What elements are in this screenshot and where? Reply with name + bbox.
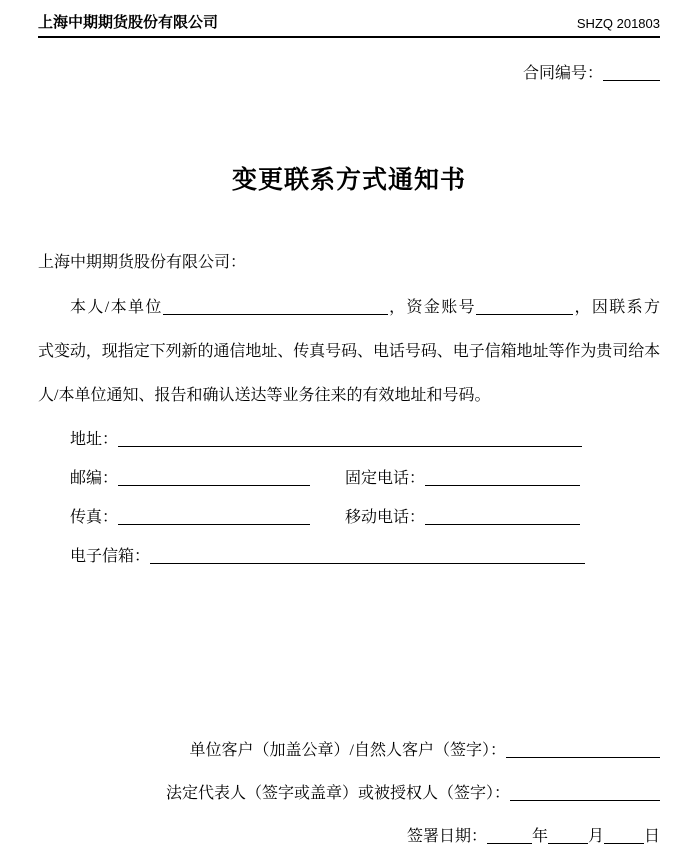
day-suffix: 日 [643,828,660,845]
body-line-3: 人/本单位通知、报告和确认送达等业务往来的有效地址和号码。 [38,387,491,404]
client-signature-row [38,739,660,763]
contact-fields [38,428,660,569]
address-blank[interactable] [118,431,582,447]
contract-number-row [38,63,660,85]
client-signature-label: 单位客户（加盖公章）/自然人客户（签字）： [189,742,506,759]
address-label: 地址： [70,431,119,448]
fax-label: 传真： [70,509,119,526]
representative-signature-row [38,782,660,806]
postal-landline-row [38,467,660,491]
landline-phone-label: 固定电话： [345,470,426,487]
contract-number-blank[interactable] [603,65,660,81]
client-signature-blank[interactable] [506,742,660,758]
body-paragraph [38,286,660,418]
fax-blank[interactable] [118,509,310,525]
salutation: 上海中期期货股份有限公司： [38,254,247,271]
email-label: 电子信箱： [70,548,151,565]
signature-section [38,739,660,849]
email-blank[interactable] [150,548,585,564]
account-blank[interactable] [476,299,573,315]
fax-mobile-row [38,506,660,530]
doc-code: SHZQ 201803 [576,16,660,31]
month-suffix: 月 [587,828,604,845]
email-row [38,545,660,569]
mobile-phone-blank[interactable] [425,509,580,525]
signing-date-label: 签署日期： [406,828,487,845]
contract-number-label: 合同编号： [522,65,603,82]
address-row [38,428,660,452]
mobile-phone-label: 移动电话： [345,509,426,526]
body-line-2: 式变动，现指定下列新的通信地址、传真号码、电话号码、电子信箱地址等作为贵司给本 [38,343,660,360]
body-line-1 [38,286,660,330]
date-day-blank[interactable] [604,828,644,844]
body-line-1-suffix: ，因联系方 [573,299,660,316]
date-month-blank[interactable] [548,828,588,844]
postal-code-blank[interactable] [118,470,310,486]
page-header [38,14,660,38]
date-year-blank[interactable] [487,828,532,844]
year-suffix: 年 [531,828,548,845]
company-name: 上海中期期货股份有限公司 [38,14,219,31]
postal-code-label: 邮编： [70,470,119,487]
account-label: ，资金账号 [387,299,477,316]
representative-signature-label: 法定代表人（签字或盖章）或被授权人（签字）： [165,785,510,802]
applicant-label: 本人/本单位 [70,299,163,316]
document-title: 变更联系方式通知书 [231,166,466,194]
representative-signature-blank[interactable] [510,785,660,801]
landline-phone-blank[interactable] [425,470,580,486]
signing-date-row [38,825,660,849]
applicant-blank[interactable] [163,299,388,315]
